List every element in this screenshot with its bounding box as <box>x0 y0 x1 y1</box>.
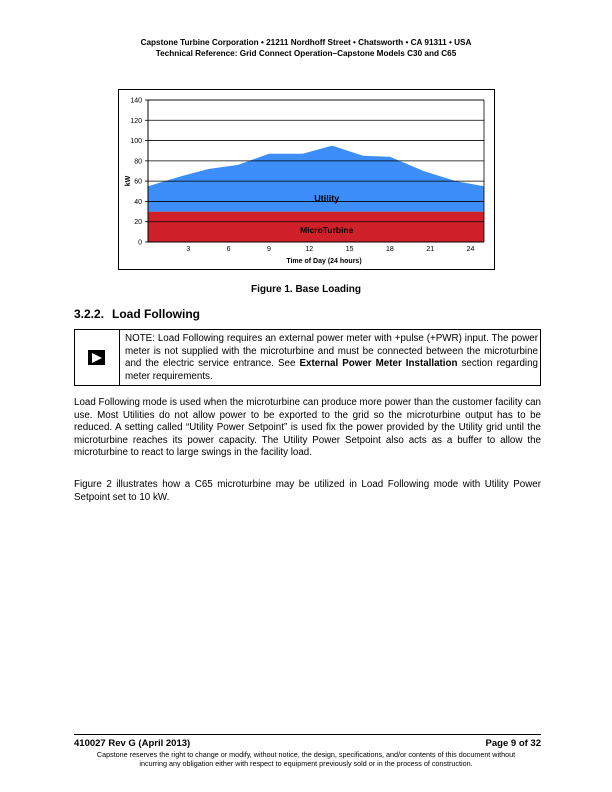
section-number: 3.2.2. <box>74 307 105 321</box>
figure-caption: Figure 1. Base Loading <box>250 284 362 295</box>
y-tick-label-80: 80 <box>134 158 142 166</box>
footer-doc-id: 410027 Rev G (April 2013) <box>74 738 191 749</box>
note-text-after: section regarding meter requirements. <box>125 358 538 382</box>
x-tick-label-24: 24 <box>466 246 475 253</box>
microturbine-area-label: MicroTurbine <box>300 224 354 235</box>
x-tick-label-3: 3 <box>186 246 191 253</box>
chart-canvas <box>119 90 494 269</box>
x-tick-label-18: 18 <box>386 246 394 253</box>
footer-disclaimer-line-2: incurring any obligation either with respect to equipment previously sold or in the process of construction. <box>139 759 473 768</box>
y-axis-label: kW <box>125 175 132 187</box>
base-loading-chart <box>118 89 495 270</box>
body-paragraph-1: Load Following mode is used when the microturbine can produce more power than the customer facility can use. Most Utilities do not allow power to be exported to the grid so the microturbine output has to be reduced. A setting called “Utility Power Setpoint” is used fix the power provided by the Utility grid until the microturbine reaches its power capacity. The Utility Power Setpoint also acts as a buffer to allow the microturbine to react to large swings in the facility load. <box>74 397 541 459</box>
note-icon-cell <box>75 330 120 385</box>
x-tick-label-21: 21 <box>426 246 435 253</box>
section-title-text: Load Following <box>112 307 200 321</box>
footer-disclaimer-line-1: Capstone reserves the right to change or modify, without notice, the design, specifications, and/or contents of this document without <box>96 750 516 759</box>
note-box <box>74 329 541 386</box>
footer-page-number: Page 9 of 32 <box>485 738 541 749</box>
page-header <box>0 37 612 59</box>
note-arrow-icon <box>88 350 105 365</box>
y-tick-label-20: 20 <box>134 219 142 227</box>
footer-divider <box>74 734 541 735</box>
utility-area-label: Utility <box>314 193 340 204</box>
play-arrow-icon <box>92 353 102 363</box>
header-reference-line: Technical Reference: Grid Connect Operation–Capstone Models C30 and C65 <box>155 49 457 58</box>
section-heading <box>74 307 200 321</box>
x-axis-label: Time of Day (24 hours) <box>286 258 362 265</box>
footer-disclaimer <box>60 750 552 768</box>
x-tick-label-9: 9 <box>267 246 271 253</box>
y-tick-label-0: 0 <box>138 239 142 247</box>
y-tick-label-140: 140 <box>130 97 142 105</box>
body-paragraph-2: Figure 2 illustrates how a C65 microturbine may be utilized in Load Following mode with Utility Power Setpoint set to 10 kW. <box>74 479 541 503</box>
note-text <box>125 333 538 383</box>
y-tick-label-100: 100 <box>130 138 142 146</box>
header-company-line: Capstone Turbine Corporation • 21211 Nordhoff Street • Chatsworth • CA 91311 • USA <box>140 38 472 47</box>
y-tick-label-60: 60 <box>134 178 142 186</box>
y-tick-label-40: 40 <box>134 198 142 206</box>
note-text-before: NOTE: Load Following requires an external power meter with +pulse (+PWR) input. The power meter is not supplied with the microturbine and must be connected between the microturbine and the electric service entrance. See <box>125 333 538 370</box>
x-tick-label-6: 6 <box>226 246 231 253</box>
note-meter-reference: External Power Meter Installation <box>299 358 458 370</box>
x-tick-label-12: 12 <box>305 246 314 253</box>
y-tick-label-120: 120 <box>130 117 142 125</box>
x-tick-label-15: 15 <box>345 246 354 253</box>
